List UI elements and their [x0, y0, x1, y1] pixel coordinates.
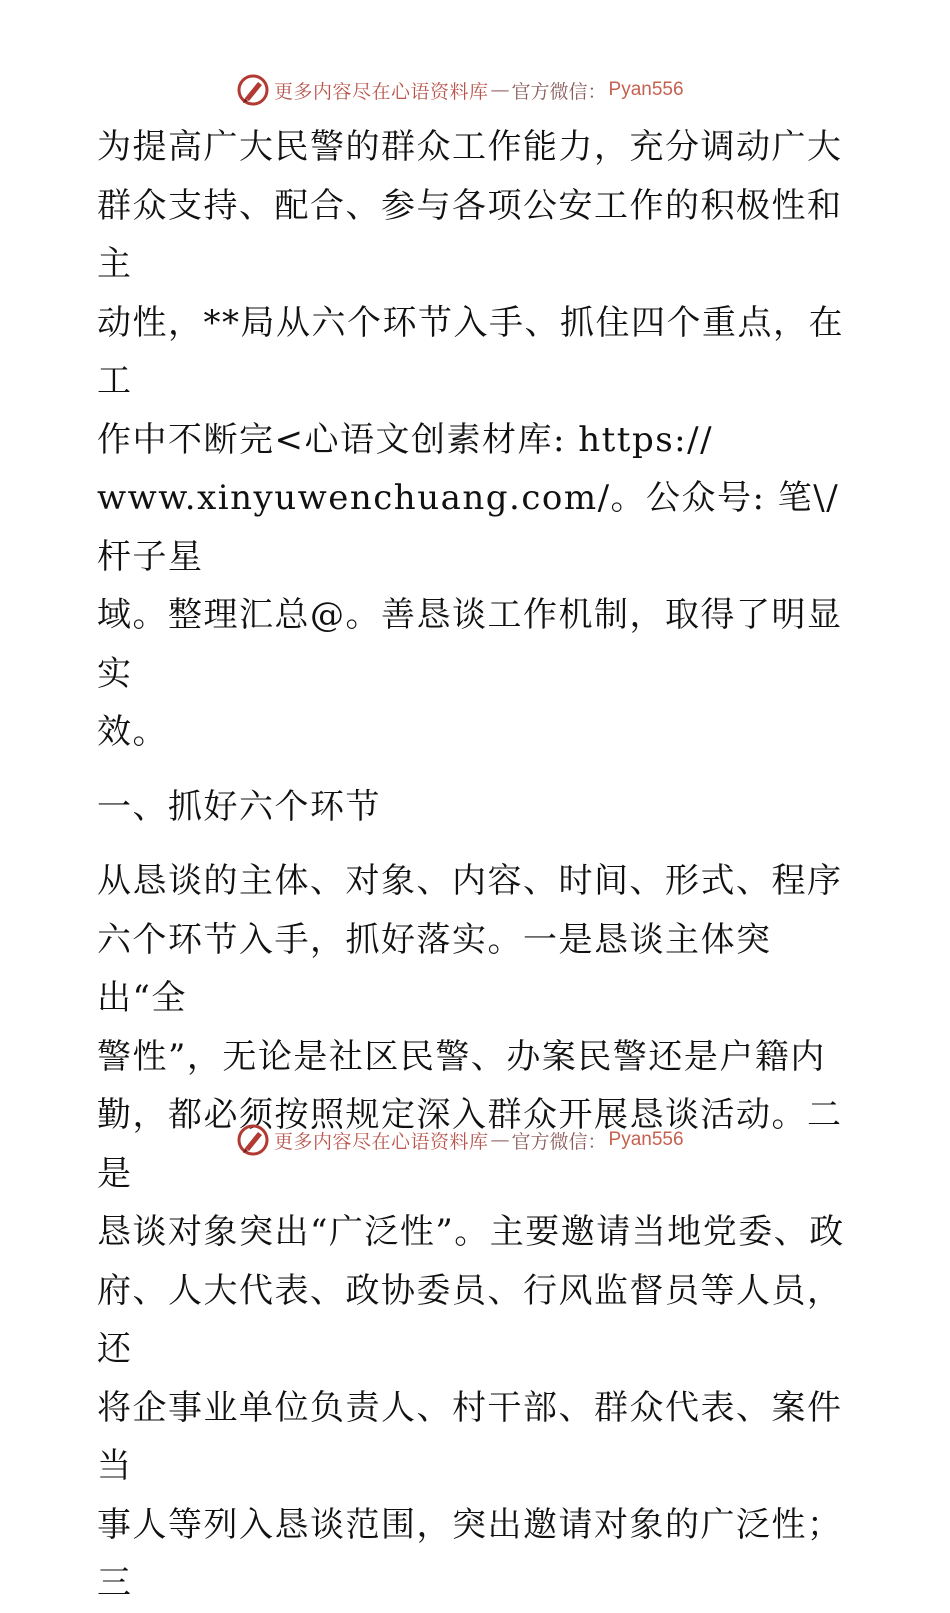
paragraph-line: 域。整理汇总@。善恳谈工作机制，取得了明显实 — [97, 595, 843, 694]
paragraph-line: 恳谈对象突出“广泛性”。主要邀请当地党委、政 — [97, 1212, 845, 1252]
watermark-wechat-label: 官方微信： — [511, 80, 607, 103]
watermark-site-text: 更多内容尽在心语资料库 — [274, 80, 489, 103]
paragraph-line: 警性”，无论是社区民警、办案民警还是户籍内 — [97, 1036, 826, 1077]
watermark-wechat-label: 官方微信： — [511, 1130, 607, 1153]
paragraph-line: www.xinyuwenchuang.com/。公众号: 笔\/杆子星 — [97, 478, 840, 577]
footer-watermark — [236, 1120, 684, 1160]
paragraph-line: 将企事业单位负责人、村干部、群众代表、案件当 — [97, 1387, 843, 1486]
pen-logo-icon — [236, 1123, 270, 1157]
paragraph-line: 动性，**局从六个环节入手、抓住四个重点，在工 — [97, 302, 844, 401]
paragraph-line: 群众支持、配合、参与各项公安工作的积极性和主 — [97, 185, 843, 284]
pen-logo-icon — [236, 73, 270, 107]
watermark-site-text: 更多内容尽在心语资料库 — [274, 1130, 489, 1153]
watermark-separator: — — [490, 79, 510, 101]
paragraph-six-links — [97, 852, 857, 1613]
watermark-separator: — — [490, 1129, 510, 1151]
paragraph-line: 勤，都必须按照规定深入群众开展恳谈活动。二是 — [97, 1095, 843, 1194]
paragraph-line: 府、人大代表、政协委员、行风监督员等人员，还 — [97, 1270, 843, 1369]
paragraph-line: 六个环节入手，抓好落实。一是恳谈主体突出“全 — [97, 919, 772, 1018]
watermark-wechat-id: Pyan556 — [608, 79, 684, 100]
paragraph-line: 事人等列入恳谈范围，突出邀请对象的广泛性；三 — [97, 1504, 843, 1603]
paragraph-intro — [97, 118, 857, 762]
section-heading: 一、抓好六个环节 — [97, 786, 381, 827]
paragraph-line: 效。 — [97, 712, 168, 752]
header-watermark — [236, 70, 684, 110]
paragraph-line: 从恳谈的主体、对象、内容、时间、形式、程序 — [97, 861, 843, 901]
paragraph-line: 为提高广大民警的群众工作能力，充分调动广大 — [97, 127, 843, 167]
document-body — [97, 118, 857, 1613]
paragraph-line: 作中不断完<心语文创素材库: https:// — [97, 419, 714, 460]
watermark-wechat-id: Pyan556 — [608, 1129, 684, 1150]
